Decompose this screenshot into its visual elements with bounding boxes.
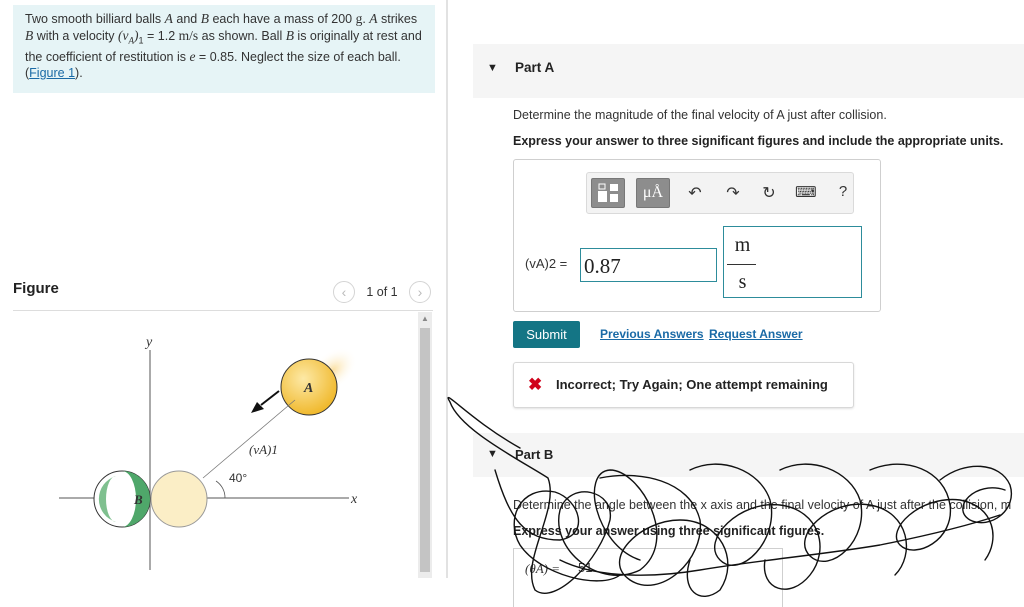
part-a-question: Determine the magnitude of the final velocity of A just after collision. bbox=[513, 108, 887, 122]
ball-b-label: B bbox=[134, 492, 143, 507]
chevron-right-icon[interactable]: › bbox=[409, 281, 431, 303]
math-toolbar bbox=[586, 172, 854, 214]
caret-down-icon[interactable]: ▼ bbox=[487, 62, 498, 74]
problem-statement: Two smooth billiard balls A and B each have a mass of 200 g. A strikes B with a velocity $(v_A)_1 = 1.2$ m/s as shown. Ball B is originally at rest and the coefficient of restitution is e = 0.85. Neglect the size of each ball. (Figure 1). bbox=[13, 5, 435, 93]
figure-divider bbox=[13, 310, 433, 311]
part-b-header[interactable] bbox=[473, 433, 1024, 477]
redo-icon[interactable]: ↷ bbox=[726, 185, 740, 202]
unit-numerator: m bbox=[734, 234, 751, 256]
part-a-instruction: Express your answer to three significant figures and include the appropriate units. bbox=[513, 134, 1004, 148]
templates-icon[interactable] bbox=[591, 178, 625, 208]
answer-label: (vA)2 = bbox=[525, 256, 568, 271]
chevron-left-icon[interactable]: ‹ bbox=[333, 281, 355, 303]
caret-down-icon[interactable]: ▼ bbox=[487, 448, 498, 460]
previous-answers-link[interactable]: Previous Answers bbox=[600, 327, 704, 341]
help-button[interactable]: ? bbox=[838, 183, 848, 200]
figure-heading: Figure bbox=[13, 280, 59, 297]
angle-arc bbox=[216, 481, 225, 498]
error-icon: ✖ bbox=[528, 375, 543, 394]
part-b-question: Determine the angle between the x axis and the final velocity of A just after the collision, m bbox=[513, 498, 1012, 512]
ghost-ball bbox=[151, 471, 207, 527]
impact-line bbox=[203, 400, 295, 478]
x-axis-label: x bbox=[351, 492, 358, 507]
undo-icon[interactable]: ↶ bbox=[688, 185, 702, 202]
ball-a-label: A bbox=[304, 381, 314, 396]
figure-pager bbox=[333, 281, 431, 303]
scroll-up-icon[interactable]: ▲ bbox=[421, 314, 429, 323]
part-b-answer-input[interactable]: 51 bbox=[578, 560, 593, 575]
feedback-message: Incorrect; Try Again; One attempt remaining bbox=[556, 377, 828, 392]
figure-scrollbar[interactable] bbox=[418, 312, 432, 578]
figure-link[interactable]: Figure 1 bbox=[29, 66, 76, 80]
unit-denominator: s bbox=[738, 271, 747, 293]
part-b-answer-label: (θA) = bbox=[525, 561, 561, 576]
velocity-answer-input[interactable]: 0.87 bbox=[580, 248, 717, 282]
part-b-title: Part B bbox=[515, 447, 554, 462]
unit-input[interactable] bbox=[723, 226, 862, 298]
keyboard-icon[interactable]: ⌨ bbox=[795, 184, 817, 201]
fraction-bar bbox=[727, 264, 756, 265]
figure-counter: 1 of 1 bbox=[366, 285, 398, 299]
answer-panel bbox=[513, 159, 881, 312]
part-a-header[interactable] bbox=[473, 44, 1024, 98]
part-a-title: Part A bbox=[515, 60, 555, 75]
part-b-instruction: Express your answer using three significant figures. bbox=[513, 524, 825, 538]
units-button[interactable]: μÅ bbox=[636, 178, 670, 208]
reset-icon[interactable]: ↻ bbox=[762, 185, 776, 202]
feedback-box bbox=[513, 362, 854, 408]
request-answer-link[interactable]: Request Answer bbox=[709, 327, 803, 341]
velocity-label: (vA)1 bbox=[249, 442, 278, 457]
velocity-arrow bbox=[261, 391, 279, 405]
scroll-thumb[interactable] bbox=[420, 328, 430, 572]
part-b-answer-panel bbox=[513, 548, 783, 607]
y-axis-label: y bbox=[146, 335, 153, 350]
billiard-figure bbox=[13, 318, 413, 576]
submit-button[interactable]: Submit bbox=[513, 321, 580, 348]
angle-label: 40° bbox=[229, 471, 248, 485]
pane-divider bbox=[446, 0, 448, 578]
